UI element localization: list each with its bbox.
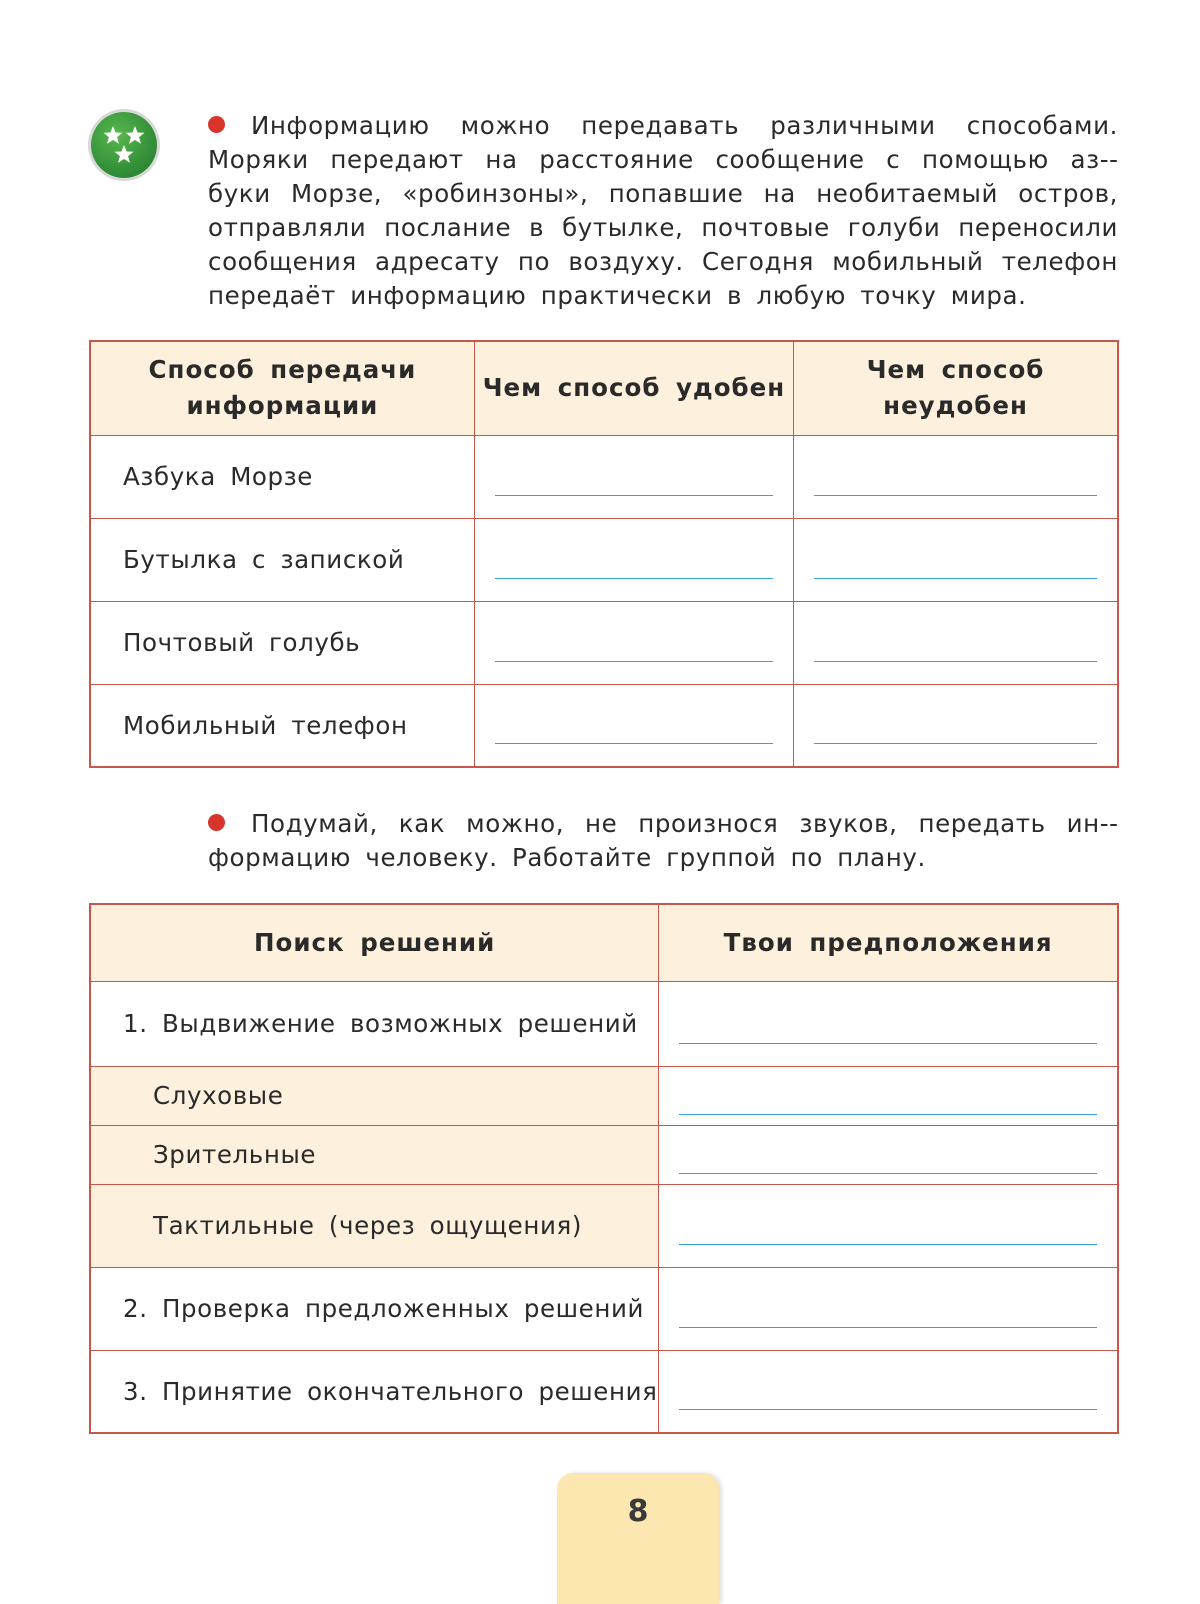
table-row xyxy=(90,684,1118,767)
answer-cell[interactable] xyxy=(659,1350,1118,1433)
answer-line xyxy=(679,1114,1097,1115)
answer-cell[interactable] xyxy=(474,518,793,601)
intro-paragraph xyxy=(208,109,1118,313)
answer-line xyxy=(814,495,1097,496)
answer-line xyxy=(814,661,1097,662)
header-inconvenient: Чем способ неудобен xyxy=(794,341,1118,435)
answer-cell[interactable] xyxy=(659,1267,1118,1350)
answer-line xyxy=(679,1409,1097,1410)
red-bullet-icon xyxy=(208,814,225,831)
table-row xyxy=(90,435,1118,518)
answer-line xyxy=(495,661,773,662)
answer-cell[interactable] xyxy=(474,601,793,684)
answer-cell[interactable] xyxy=(794,518,1118,601)
sub-label: Слуховые xyxy=(90,1066,659,1125)
header-method: Способ передачи информации xyxy=(90,341,474,435)
table-row xyxy=(90,1125,1118,1184)
row-label: Почтовый голубь xyxy=(90,601,474,684)
step-label: 1. Выдвижение возможных решений xyxy=(90,981,659,1066)
transmission-methods-table xyxy=(89,340,1119,768)
table-row xyxy=(90,1184,1118,1267)
header-convenient: Чем способ удобен xyxy=(474,341,793,435)
answer-line xyxy=(814,743,1097,744)
table-row xyxy=(90,1267,1118,1350)
intro-text: Информацию можно передавать различными способами. Моряки передают на расстояние сообщение с помощью аз-буки Морзе, «робинзоны», попавшие на необитаемый остров, отправляли послание в бутылке, почтовые голуби переносили сообщения адресату по воздуху. Сегодня мобильный телефон передаёт информацию практически в любую точку мира. xyxy=(208,111,1118,310)
answer-cell[interactable] xyxy=(474,684,793,767)
table-header-row xyxy=(90,904,1118,981)
three-stars-icon xyxy=(91,112,157,178)
row-label: Азбука Морзе xyxy=(90,435,474,518)
step-label: 3. Принятие окончательного решения xyxy=(90,1350,659,1433)
answer-cell[interactable] xyxy=(794,601,1118,684)
sub-label: Тактильные (через ощущения) xyxy=(90,1184,659,1267)
answer-cell[interactable] xyxy=(659,1184,1118,1267)
red-bullet-icon xyxy=(208,116,225,133)
task-paragraph xyxy=(208,807,1118,875)
answer-cell[interactable] xyxy=(794,435,1118,518)
answer-cell[interactable] xyxy=(794,684,1118,767)
answer-line xyxy=(814,578,1097,579)
answer-line xyxy=(495,578,773,579)
header-search: Поиск решений xyxy=(90,904,659,981)
answer-line xyxy=(679,1244,1097,1245)
answer-cell[interactable] xyxy=(659,981,1118,1066)
page-number: 8 xyxy=(627,1494,649,1529)
header-assumptions: Твои предположения xyxy=(659,904,1118,981)
page-number-tab xyxy=(557,1473,719,1604)
sub-label: Зрительные xyxy=(90,1125,659,1184)
table-row xyxy=(90,601,1118,684)
table-row xyxy=(90,981,1118,1066)
row-label: Мобильный телефон xyxy=(90,684,474,767)
task-text: Подумай, как можно, не произнося звуков, передать ин-формацию человеку. Работайте группой по плану. xyxy=(208,809,1118,872)
table-row xyxy=(90,518,1118,601)
solution-search-table xyxy=(89,903,1119,1434)
answer-line xyxy=(679,1043,1097,1044)
answer-cell[interactable] xyxy=(659,1066,1118,1125)
answer-line xyxy=(495,495,773,496)
table-row xyxy=(90,1066,1118,1125)
answer-line xyxy=(679,1327,1097,1328)
answer-line xyxy=(495,743,773,744)
answer-cell[interactable] xyxy=(474,435,793,518)
step-label: 2. Проверка предложенных решений xyxy=(90,1267,659,1350)
answer-cell[interactable] xyxy=(659,1125,1118,1184)
answer-line xyxy=(679,1173,1097,1174)
table-row xyxy=(90,1350,1118,1433)
row-label: Бутылка с запиской xyxy=(90,518,474,601)
table-header-row xyxy=(90,341,1118,435)
